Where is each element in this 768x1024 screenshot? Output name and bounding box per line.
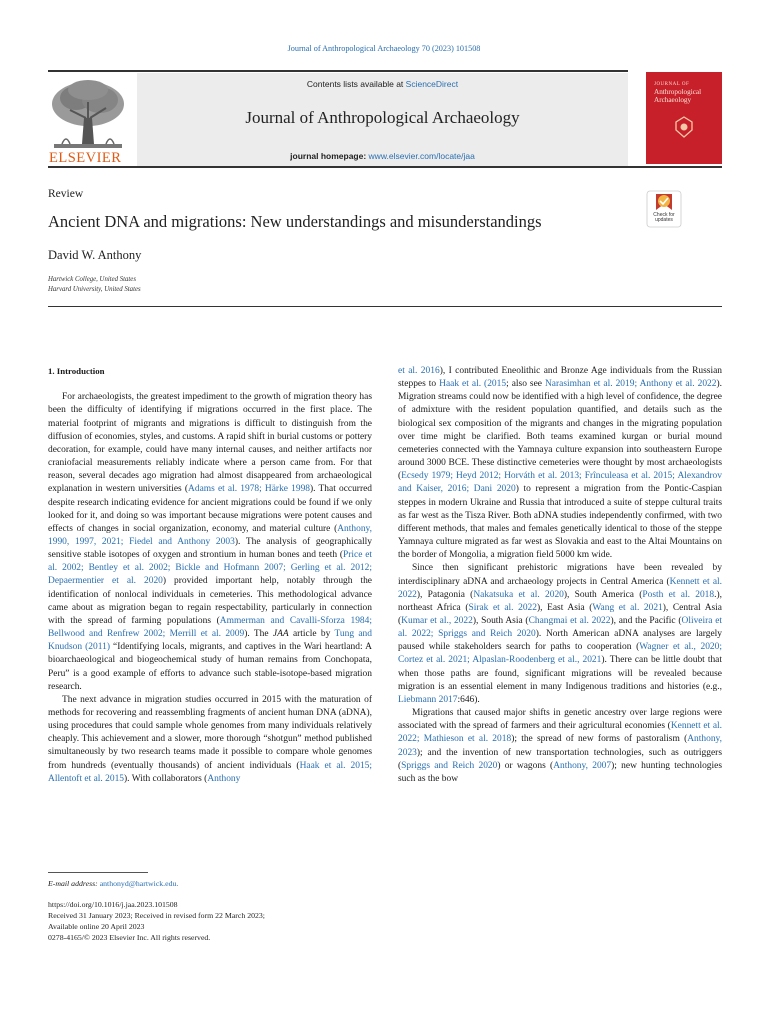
doi-link[interactable]: https://doi.org/10.1016/j.jaa.2023.101508 — [48, 900, 178, 909]
cover-emblem-icon — [674, 116, 694, 138]
text-run: :646). — [457, 694, 480, 705]
text-run: Since then significant prehistoric migrations have been revealed by interdisciplinary aDNA and archaeology projects in Central America ( — [398, 563, 722, 587]
front-matter-divider — [48, 306, 722, 307]
text-run: ); and the invention of new transportation technologies, such as outriggers ( — [398, 747, 722, 771]
journal-citation[interactable]: Journal of Anthropological Archaeology 70 (2023) 101508 — [287, 44, 481, 53]
footnote-rule — [48, 872, 148, 873]
contents-prefix: Contents lists available at — [306, 79, 406, 89]
text-run: article by — [288, 629, 335, 640]
text-run: ), South Asia ( — [472, 615, 529, 626]
homepage-prefix: journal homepage: — [290, 151, 369, 161]
text-run: .), northeast Africa ( — [398, 589, 722, 613]
citation-link[interactable]: Haak et al. 2015; Allentoft et al. 2015 — [48, 760, 373, 784]
text-run: ), East Asia ( — [537, 602, 593, 613]
citation-link[interactable]: Narasimhan et al. 2019; Anthony et al. 2022 — [544, 379, 717, 390]
citation-link[interactable]: Liebmann 2017 — [398, 694, 458, 705]
copyright: 0278-4165/© 2023 Elsevier Inc. All rights reserved. — [48, 933, 211, 942]
homepage-link[interactable]: www.elsevier.com/locate/jaa — [368, 151, 475, 161]
text-run: ). Migration streams could now be identified with a high level of confidence, the degree of admixture with the resident population quantified, and details such as the biological sex composition of the migrants and changes in the migrating population over time might be clarified. Both teams examined kurgan or burial mound cemeteries connected with the Yamnaya culture expansion into southeastern Europe around 3000 BCE. These distinctive cemeteries were thought by most archaeologists ( — [398, 379, 722, 482]
check-for-updates-label[interactable]: Check for updates — [653, 212, 675, 224]
citation-link[interactable]: Spriggs and Reich 2020 — [401, 760, 498, 771]
citation-link[interactable]: Kumar et al., 2022 — [401, 615, 473, 626]
text-run: ). That occurred despite research indicating evidence for ancient migrations could be found if we only looked for it, and doing so was important because migrations were potent causes and effects of changes in social organization, economy, and material culture ( — [48, 484, 372, 534]
text-run: ), and the Pacific ( — [610, 615, 682, 626]
journal-title: Journal of Anthropological Archaeology — [245, 108, 520, 127]
text-run: ) provided important help, notably through the identification of nonlocal individuals in cemeteries. This methodological advance came about as migration began to regain respectability, particularly in connection with the spread of farming populations ( — [48, 576, 372, 626]
article-type: Review — [48, 188, 84, 200]
citation-link[interactable]: Kennett et al. 2022 — [398, 576, 722, 600]
citation-link[interactable]: Sirak et al. 2022 — [468, 602, 537, 613]
text-run: ). North American aDNA analyses are largely paused while stakeholders search for paths to cooperation ( — [398, 629, 722, 653]
text-run: ), Central Asia ( — [398, 602, 722, 626]
journal-cover-thumbnail[interactable] — [646, 72, 722, 164]
text-run: The next advance in migration studies occurred in 2015 with the maturation of methods for recovering and reassembling fragments of ancient human DNA (aDNA), using procedures that could sample whole genomes from many individuals relatively cheaply. This achievement and a slower, more thorough “shotgun” method published simultaneously by two research teams made it possible to compare whole genomes from hundreds (eventually thousands) of ancient individuals ( — [48, 694, 372, 771]
available-online: Available online 20 April 2023 — [48, 922, 145, 931]
header-rule — [48, 70, 628, 72]
homepage-line — [137, 151, 628, 161]
body-paragraph — [398, 707, 722, 786]
elsevier-wordmark[interactable]: ELSEVIER — [49, 150, 122, 166]
cover-title: Anthropological Archaeology — [654, 88, 702, 104]
cover-heading: JOURNAL OF — [654, 82, 690, 87]
email-footnote — [48, 878, 178, 889]
citation-link[interactable]: Wagner et al., 2020; Cortez et al. 2021; Alpaslan-Roodenberg et al., 2021 — [398, 642, 722, 666]
citation-link[interactable]: Wang et al. 2021 — [592, 602, 663, 613]
body-paragraph — [398, 562, 722, 707]
affiliation: Hartwick College, United States — [48, 276, 136, 283]
article-title: Ancient DNA and migrations: New understandings and misunderstandings — [48, 212, 542, 231]
citation-link[interactable]: Anthony — [207, 773, 241, 784]
text-run: ) or wagons ( — [497, 760, 554, 771]
affiliation: Harvard University, United States — [48, 286, 141, 293]
text-run: ) to represent a migration from the Pontic-Caspian steppes in modern Ukraine and Russia that introduced a suite of steppe cultural traits as far west as the Tisza River. Both aDNA studies independently confirmed, with two different methods, that males and females genetically identical to those of the steppe Yamnaya culture migrated as far west as Slovakia and east to the Altai Mountains on the border of Mongolia, a migration field 5000 km wide. — [398, 484, 722, 561]
citation-link[interactable]: Adams et al. 1978; Härke 1998 — [188, 484, 311, 495]
citation-link[interactable]: Anthony, 2007 — [553, 760, 612, 771]
citation-link[interactable]: Oliveira et al. 2022; Spriggs and Reich 2020 — [398, 615, 723, 640]
text-run: ; also see — [506, 379, 545, 390]
text-run: ), South America ( — [563, 589, 643, 600]
left-column — [48, 365, 372, 786]
text-run: “Identifying locals, migrants, and captives in the Wari heartland: A bioarchaeological and biogeochemical study of human remains from Conchopata, Peru” is a good example of efforts to advance such stable-isotope-based migration research. — [48, 642, 372, 692]
citation-link[interactable]: Anthony, 1990, 1997, 2021; Fiedel and Anthony 2003 — [48, 523, 372, 547]
text-run: ). The — [244, 629, 273, 640]
header-divider — [48, 166, 722, 168]
email-link[interactable]: anthonyd@hartwick.edu. — [99, 879, 179, 888]
citation-link[interactable]: Posth et al. 2018 — [642, 589, 715, 600]
right-column — [398, 365, 722, 786]
text-run: ). The analysis of geographically sensitive stable isotopes of oxygen and strontium in human bones and teeth ( — [48, 536, 372, 561]
text-run: ); new hunting technologies such as the bow — [398, 760, 722, 784]
text-run: ); the spread of new forms of pastoralism ( — [511, 734, 688, 745]
body-paragraph — [398, 365, 722, 562]
citation-link[interactable]: Tung and Knudson (2011) — [48, 629, 372, 653]
citation-link[interactable]: Nakatsuka et al. 2020 — [473, 589, 564, 600]
body-paragraph — [48, 391, 372, 694]
text-run: JAA — [272, 629, 289, 640]
sciencedirect-link[interactable]: ScienceDirect — [405, 79, 459, 89]
citation-link[interactable]: Changmai et al. 2022 — [528, 615, 611, 626]
citation-link[interactable]: Haak et al. (2015 — [439, 379, 507, 390]
citation-link[interactable]: Kennett et al. 2022; Mathieson et al. 2018 — [398, 721, 723, 745]
author-name[interactable]: David W. Anthony — [48, 248, 142, 262]
email-label: E-mail address: — [48, 879, 98, 888]
left-paragraphs — [48, 391, 372, 786]
text-run: ). With collaborators ( — [124, 773, 208, 784]
citation-link[interactable]: Ammerman and Cavalli-Sforza 1984; Bellwood and Renfrew 2002; Merrill et al. 2009 — [48, 615, 372, 640]
received-dates: Received 31 January 2023; Received in revised form 22 March 2023; — [48, 911, 265, 920]
text-run: ), Patagonia ( — [416, 589, 474, 600]
citation-link[interactable]: et al. 2016 — [398, 366, 440, 376]
body-paragraph — [48, 694, 372, 786]
section-heading: 1. Introduction — [48, 366, 105, 376]
text-run: ). There can be little doubt that when those paths are found, significant migrations will be revealed because migration is an essential element in many Indigenous traditions and histories (e.g., — [398, 655, 722, 692]
text-run: ), I contributed Eneolithic and Bronze Age individuals from the Russian steppes to — [398, 366, 723, 390]
citation-link[interactable]: Ecsedy 1979; Heyd 2012; Horváth et al. 2013; Frînculeasa et al. 2015; Alexandrov and Kaiser, 2016; Dani 2020 — [398, 471, 722, 495]
text-run: Migrations that caused major shifts in genetic ancestry over large regions were associated with the spread of farmers and their agricultural economies ( — [398, 708, 722, 732]
citation-link[interactable]: Price et al. 2002; Bentley et al. 2002; Bickle and Hofmann 2007; Gerling et al. 2012; Depaermentier et al. 2020 — [48, 550, 373, 587]
contents-line — [137, 79, 628, 89]
text-run: For archaeologists, the greatest impediment to the growth of migration theory has been the difficulty of identifying if migrations occurred in the first place. The material footprint of migrants and migrations is difficult to distinguish from the diffusion of economies, styles, and customs. A rapid shift in burial customs or pottery decoration, for example, could have many internal causes, and neither artifacts nor craniofacial measurements reliably indicate where a person came from. For that reason, several decades ago migration had almost disappeared from archaeological explanation in western universities ( — [48, 392, 372, 495]
citation-link[interactable]: Anthony, 2023 — [398, 734, 722, 758]
